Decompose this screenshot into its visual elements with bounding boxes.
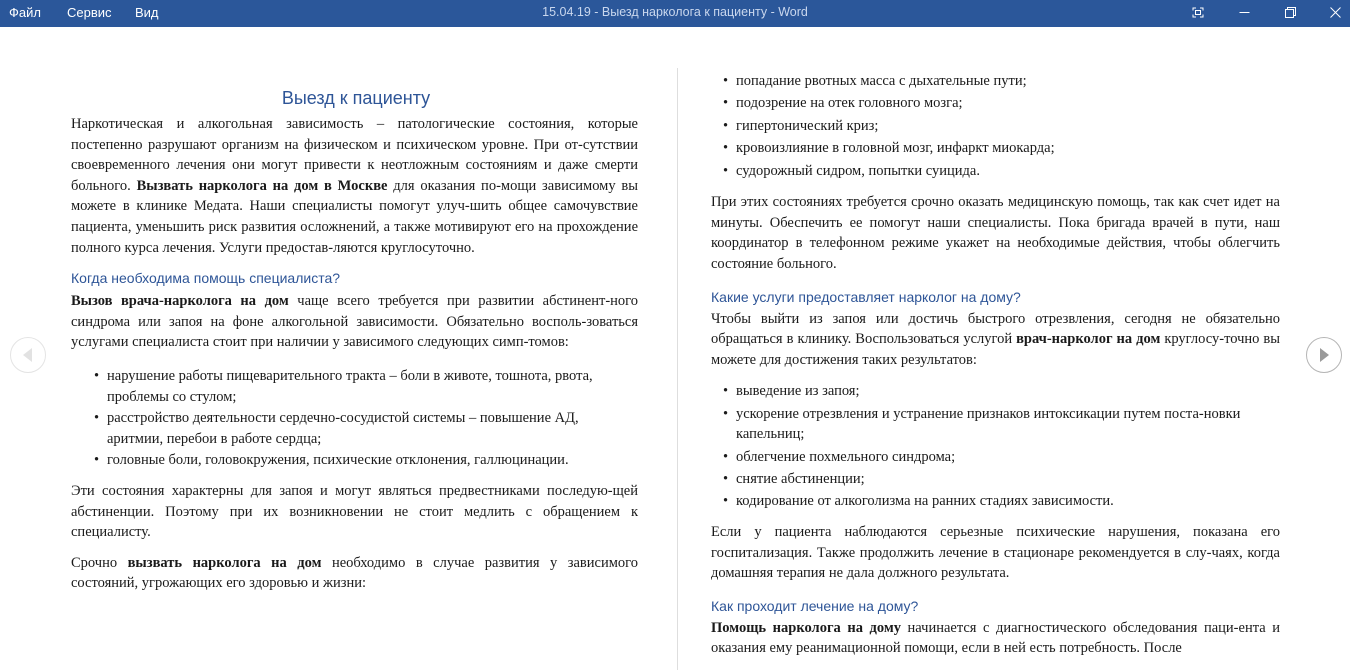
bullet-icon: • [94,410,100,427]
focus-mode-icon [1192,7,1204,18]
services-text-1: Чтобы выйти из запоя или достичь быстрого отрезвления, сегодня не обязательно обращаться в клинику. Воспользоваться услугой [711,310,1280,348]
urgent-text-1: Срочно [71,554,128,571]
bullet-icon: • [723,95,729,112]
intro-text-2: для оказания по-мощи зависимому вы можете в клинике Медата. Наши специалисты помогут улуч-шить общее самочувствие пациента, уменьшить риск развития осложнений, а также мотивируют его на прохождение полного курса лечения. Услуги предостав-ляются круглосуточно. [71,177,638,256]
menu-file[interactable]: Файл [9,5,41,20]
bullet-icon: • [723,383,729,400]
list-item [700,469,1280,490]
minimize-button[interactable] [1221,0,1267,25]
window-title: 15.04.19 - Выезд нарколога к пациенту - Word [542,5,808,19]
urgent-bold: вызвать нарколога на дом [127,554,322,571]
left-column [71,27,638,594]
list-item [700,447,1280,468]
how-text: начинается с диагностического обследования паци-ента и оказания ему реанимационной помощи, если в ней есть потребность. После [711,619,1280,657]
next-page-icon [1317,347,1331,363]
list-item-text: ускорение отрезвления и устранение признаков интоксикации путем поста-новки капельниц; [736,405,1241,443]
title-bar [0,0,1350,27]
intro-paragraph [71,114,638,258]
bullet-icon: • [723,493,729,510]
next-page-button[interactable] [1306,337,1342,373]
list-item-text: судорожный сидром, попытки суицида. [736,162,980,179]
bullet-icon: • [723,117,729,134]
services-paragraph [711,309,1280,371]
when-bold: Вызов врача-нарколога на дом [71,293,289,310]
list-item-text: кодирование от алкоголизма на ранних стадиях зависимости. [736,493,1114,510]
services-bold: врач-нарколог на дом [1016,331,1161,348]
list-item-text: расстройство деятельности сердечно-сосудистой системы – повышение АД, аритмии, перебои в работе сердца; [107,410,579,447]
restore-button[interactable] [1267,0,1313,25]
bullet-icon: • [723,405,729,422]
harbinger-paragraph: Эти состояния характерны для запоя и могут являться предвестниками последую-щей абстиненции. Поэтому при их возникновении не стоит медлить с обращением к специалисту. [71,482,638,541]
column-divider [677,68,678,670]
close-button[interactable] [1312,0,1350,25]
when-paragraph [71,291,638,353]
list-item [71,408,638,449]
list-item-text: выведение из запоя; [736,383,860,400]
when-text: чаще всего требуется при развитии абстинент-ного синдрома или запоя на фоне алкогольной зависимости. Обязательно восполь-зоваться услугами специалиста стоит при наличии у зависимого следующих симп-томов: [71,293,638,351]
menu-view[interactable]: Вид [135,5,159,20]
how-paragraph [711,618,1280,659]
previous-page-button[interactable] [10,337,46,373]
close-icon [1330,7,1341,18]
how-bold: Помощь нарколога на дому [711,619,901,636]
previous-page-icon [21,347,35,363]
list-item-text: кровоизлияние в головной мозг, инфаркт миокарда; [736,140,1055,157]
bullet-icon: • [94,452,100,469]
services-text-2: круглосу-точно вы можете для достижения таких результатов: [711,331,1280,368]
bullet-icon: • [723,140,729,157]
focus-mode-button[interactable] [1175,0,1221,25]
list-item-text: головные боли, головокружения, психические отклонения, галлюцинации. [107,452,569,469]
heading-services: Какие услуги предоставляет нарколог на дому? [711,288,1021,305]
list-item-text: облегчение похмельного синдрома; [736,448,956,465]
list-item [700,93,1280,114]
restore-icon [1285,7,1296,18]
list-item [700,381,1280,402]
bullet-icon: • [94,367,100,384]
heading-how: Как проходит лечение на дому? [711,597,919,614]
list-item [71,450,638,471]
list-item-text: гипертонический криз; [736,117,879,134]
list-item [700,138,1280,159]
document-title: Выезд к пациенту [281,88,431,108]
list-item-text: нарушение работы пищеварительного тракта – боли в животе, тошнота, рвота, проблемы со стулом; [107,367,593,405]
list-item [700,491,1280,512]
list-item [700,71,1280,92]
bullet-icon: • [723,73,729,89]
hospital-paragraph: Если у пациента наблюдаются серьезные психические нарушения, показана его госпитализация. Также продолжить лечение в стационаре рекомендуется в слу-чаях, когда домашняя терапия не дала должного результата. [711,524,1280,582]
dangers-list [700,71,1280,181]
list-item-text: подозрение на отек головного мозга; [736,95,963,112]
bullet-icon: • [723,448,729,465]
intro-bold: Вызвать нарколога на дом в Москве [136,177,388,194]
menu-service[interactable]: Сервис [67,5,112,20]
results-list [700,381,1280,512]
list-item [700,116,1280,137]
bullet-icon: • [723,162,729,179]
list-item [71,366,638,407]
minimize-icon [1239,7,1250,18]
urgent-paragraph [71,553,638,594]
symptoms-list [71,366,638,471]
list-item [700,161,1280,182]
list-item-text: попадание рвотных масса с дыхательные пути; [736,73,1027,89]
right-column [711,27,1280,659]
urgent-text-2: необходимо в случае развития у зависимого состояний, угрожающих его здоровью и жизни: [71,554,638,592]
these-states-paragraph: При этих состояниях требуется срочно оказать медицинскую помощь, так как счет идет на минуты. Обеспечить ее помогут наши специалисты. Пока бригада врачей в пути, наш координатор в телефонном режиме укажет на необходимые действия, чтобы облегчить состояние больного. [711,194,1280,272]
intro-text-1: Наркотическая и алкогольная зависимость – патологические состояния, которые постепенно разрушают организм на физическом и психическом уровне. При от-сутствии своевременного лечения они могут привести к неотложным состояниям и даже смерти больного. [71,116,638,194]
bullet-icon: • [723,471,729,488]
list-item [700,404,1280,445]
heading-when-needed: Когда необходима помощь специалиста? [71,270,341,287]
list-item-text: снятие абстиненции; [736,471,865,488]
